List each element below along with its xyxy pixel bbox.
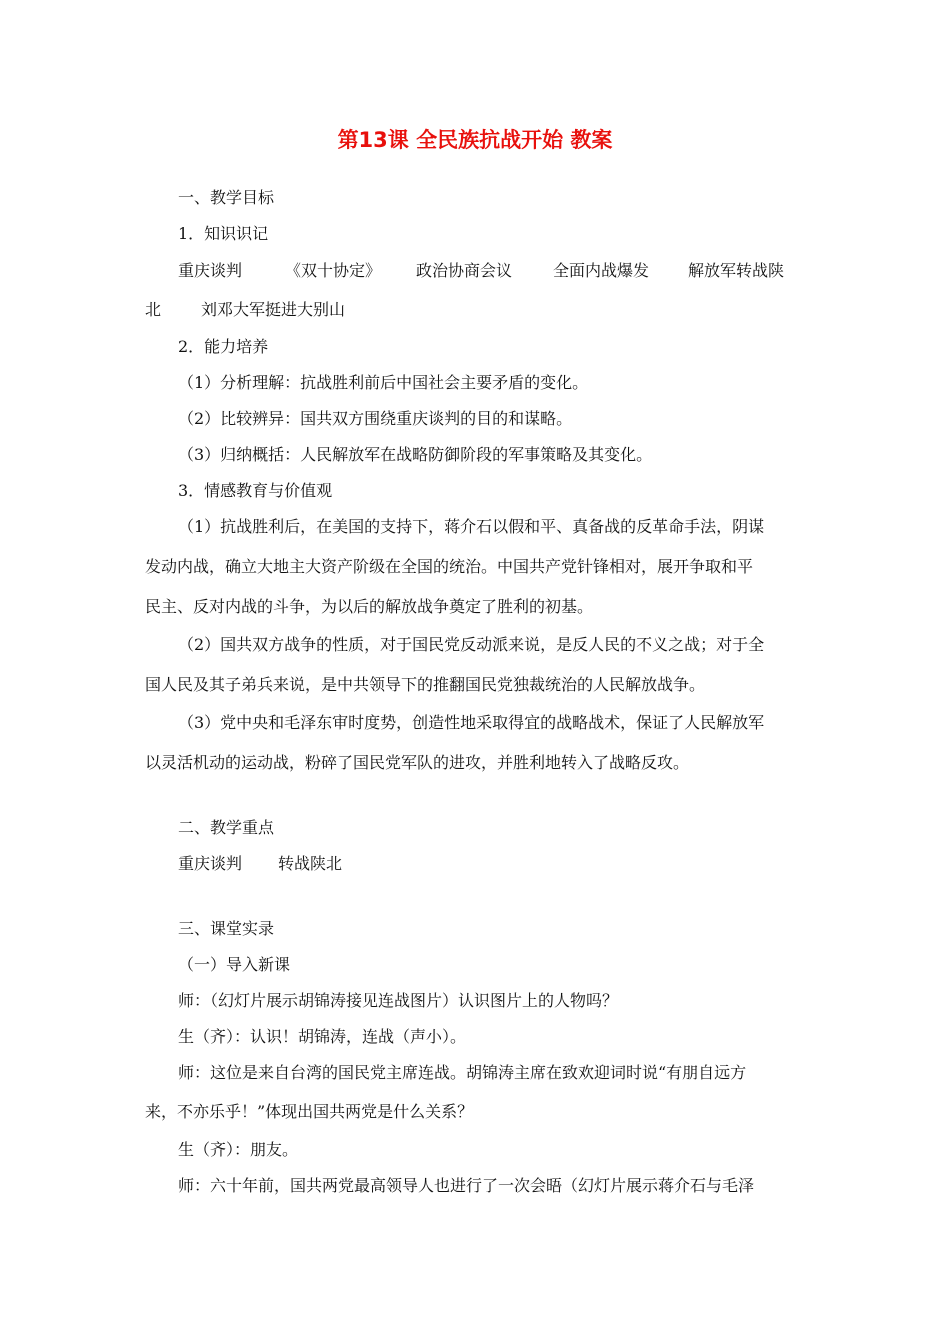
subheading-emotion: 3．情感教育与价值观 [178,481,333,500]
dialog-line: 生（齐）：认识！胡锦涛，连战（声小）。 [178,1027,467,1046]
paragraph-line: 国人民及其子弟兵来说，是中共领导下的推翻国民党独裁统治的人民解放战争。 [145,675,706,694]
focus-item: 转战陕北 [278,854,343,873]
paragraph-line: 以灵活机动的运动战，粉碎了国民党军队的进攻，并胜利地转入了战略反攻。 [145,753,690,772]
knowledge-item: 刘邓大军挺进大别山 [201,300,346,319]
knowledge-item: 重庆谈判 [178,261,243,280]
paragraph-line: 民主、反对内战的斗争，为以后的解放战争奠定了胜利的初基。 [145,597,594,616]
paragraph-line: 发动内战，确立大地主大资产阶级在全国的统治。中国共产党针锋相对，展开争取和平 [145,557,754,576]
knowledge-list-cont [145,299,805,321]
section-heading-record: 三、课堂实录 [178,919,275,938]
dialog-line: 师：（幻灯片展示胡锦涛接见连战图片）认识图片上的人物吗？ [178,991,619,1010]
subheading-knowledge: 1．知识识记 [178,224,269,243]
paragraph-line: （2）国共双方战争的性质，对于国民党反动派来说，是反人民的不义之战；对于全 [178,635,765,654]
dialog-line: 师：这位是来自台湾的国民党主席连战。胡锦涛主席在致欢迎词时说“有朋自远方 [178,1063,747,1082]
ability-item: （2）比较辨异：国共双方围绕重庆谈判的目的和谋略。 [178,409,573,428]
section-heading-focus: 二、教学重点 [178,818,275,837]
dialog-line: 师：六十年前，国共两党最高领导人也进行了一次会晤（幻灯片展示蒋介石与毛泽 [178,1176,755,1195]
section-heading-goals: 一、教学目标 [178,188,275,207]
knowledge-item: 《双十协定》 [285,261,382,280]
document-title: 第13课 全民族抗战开始 教案 [337,128,613,152]
knowledge-item: 北 [145,300,162,319]
focus-list [178,853,838,875]
subheading-intro: （一）导入新课 [178,955,291,974]
focus-item: 重庆谈判 [178,854,243,873]
knowledge-list [178,260,838,282]
paragraph-line: （1）抗战胜利后，在美国的支持下，蒋介石以假和平、真备战的反革命手法，阴谋 [178,517,765,536]
knowledge-item: 解放军转战陕 [688,261,785,280]
paragraph-line: （3）党中央和毛泽东审时度势，创造性地采取得宜的战略战术，保证了人民解放军 [178,713,765,732]
dialog-line: 生（齐）：朋友。 [178,1140,299,1159]
subheading-ability: 2．能力培养 [178,337,269,356]
dialog-line: 来，不亦乐乎！”体现出国共两党是什么关系？ [145,1102,474,1121]
ability-item: （1）分析理解：抗战胜利前后中国社会主要矛盾的变化。 [178,373,589,392]
ability-item: （3）归纳概括：人民解放军在战略防御阶段的军事策略及其变化。 [178,445,653,464]
knowledge-item: 政治协商会议 [416,261,513,280]
knowledge-item: 全面内战爆发 [553,261,650,280]
